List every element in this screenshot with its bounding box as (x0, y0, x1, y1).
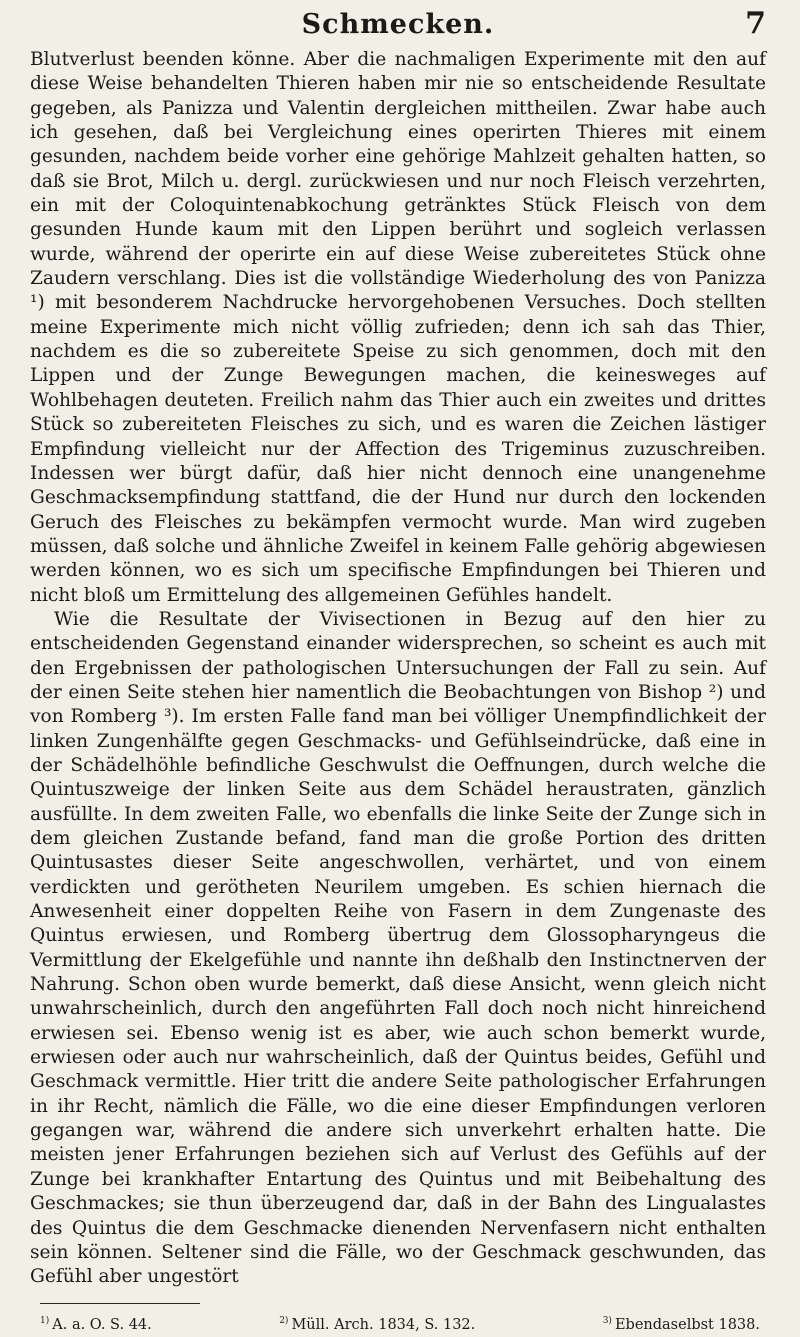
paragraph: Blutverlust beenden könne. Aber die nachmaligen Experimente mit den auf diese Weise behandelten Thieren haben mir nie so entscheidende Resultate gegeben, als Panizza und Valentin dergleichen mittheilen. Zwar habe auch ich gesehen, daß bei Vergleichung eines operirten Thieres mit einem gesunden, nachdem beide vorher eine gehörige Mahlzeit gehalten hatten, so daß sie Brot, Milch u. dergl. zurückwiesen und nur noch Fleisch verzehrten, ein mit der Coloquintenabkochung getränktes Stück Fleisch von dem gesunden Hunde kaum mit den Lippen berührt und sogleich verlassen wurde, während der operirte ein auf diese Weise zubereitetes Stück ohne Zaudern verschlang. Dies ist die vollständige Wiederholung des von Panizza ¹) mit besonderem Nachdrucke hervorgehobenen Versuches. Doch stellten meine Experimente mich nicht völlig zufrieden; denn ich sah das Thier, nachdem es die so zubereitete Speise zu sich genommen, doch mit den Lippen und der Zunge Bewegungen machen, die keinesweges auf Wohlbehagen deuteten. Freilich nahm das Thier auch ein zweites und drittes Stück so zubereiteten Fleisches zu sich, und es waren die Zeichen lästiger Empfindung vielleicht nur der Affection des Trigeminus zuzuschreiben. Indessen wer bürgt dafür, daß hier nicht dennoch eine unangenehme Geschmacksempfindung stattfand, die der Hund nur durch den lockenden Geruch des Fleisches zu bekämpfen vermocht wurde. Man wird zugeben müssen, daß solche und ähnliche Zweifel in keinem Falle gehörig abgewiesen werden können, wo es sich um specifische Empfindungen bei Thieren und nicht bloß um Ermittelung des allgemeinen Gefühles handelt. (30, 49, 766, 606)
footnote-mark: 2) (279, 1316, 289, 1326)
footnote-mark: 3) (602, 1316, 612, 1326)
footnote-mark: 1) (40, 1316, 50, 1326)
running-title: Schmecken. (301, 8, 495, 40)
paragraph: Wie die Resultate der Vivisectionen in Bezug auf den hier zu entscheidenden Gegenstand einander widersprechen, so scheint es auch mit den Ergebnissen der pathologischen Untersuchungen der Fall zu sein. Auf der einen Seite stehen hier namentlich die Beobachtungen von Bishop ²) und von Romberg ³). Im ersten Falle fand man bei völliger Unempfindlichkeit der linken Zungenhälfte gegen Geschmacks- und Gefühlseindrücke, daß eine in der Schädelhöhle befindliche Geschwulst die Oeffnungen, durch welche die Quintuszweige der linken Seite aus dem Schädel heraustraten, gänzlich ausfüllte. In dem zweiten Falle, wo ebenfalls die linke Seite der Zunge sich in dem gleichen Zustande befand, fand man die große Portion des dritten Quintusastes dieser Seite angeschwollen, verhärtet, und von einem verdickten und gerötheten Neurilem umgeben. Es schien hiernach die Anwesenheit einer doppelten Reihe von Fasern in dem Zungenaste des Quintus erwiesen, und Romberg übertrug dem Glossopharyngeus die Vermittlung der Ekelgefühle und nannte ihn deßhalb den Instinctnerven der Nahrung. Schon oben wurde bemerkt, daß diese Ansicht, wenn gleich nicht unwahrscheinlich, durch den angeführten Fall doch noch nicht hinreichend erwiesen sei. Ebenso wenig ist es aber, wie auch schon bemerkt wurde, erwiesen oder auch nur wahrscheinlich, daß der Quintus beides, Gefühl und Geschmack vermittle. Hier tritt die andere Seite pathologischer Erfahrungen in ihr Recht, nämlich die Fälle, wo die eine dieser Empfindungen verloren gegangen war, während die andere sich unverkehrt erhalten hatte. Die meisten jener Erfahrungen beziehen sich auf Verlust des Gefühls auf der Zunge bei krankhafter Entartung des Quintus und mit Beibehaltung des Geschmackes; sie thun überzeugend dar, daß in der Bahn des Lingualastes des Quintus die dem Geschmacke dienenden Nervenfasern nicht enthalten sein können. Seltener sind die Fälle, wo der Geschmack geschwunden, das Gefühl aber ungestört (30, 608, 766, 1288)
footnote-text: A. a. O. S. 44. (52, 1316, 152, 1333)
footnote-text: Ebendaselbst 1838. (614, 1316, 760, 1333)
footnote (40, 1310, 152, 1334)
footnote-divider (40, 1303, 200, 1304)
footnote-text: Müll. Arch. 1834, S. 132. (291, 1316, 476, 1333)
page-header (30, 4, 766, 44)
page-number: 7 (745, 6, 766, 41)
footnotes (40, 1310, 760, 1334)
body-text (30, 48, 766, 1290)
footnote (279, 1310, 475, 1334)
footnote (603, 1310, 760, 1334)
